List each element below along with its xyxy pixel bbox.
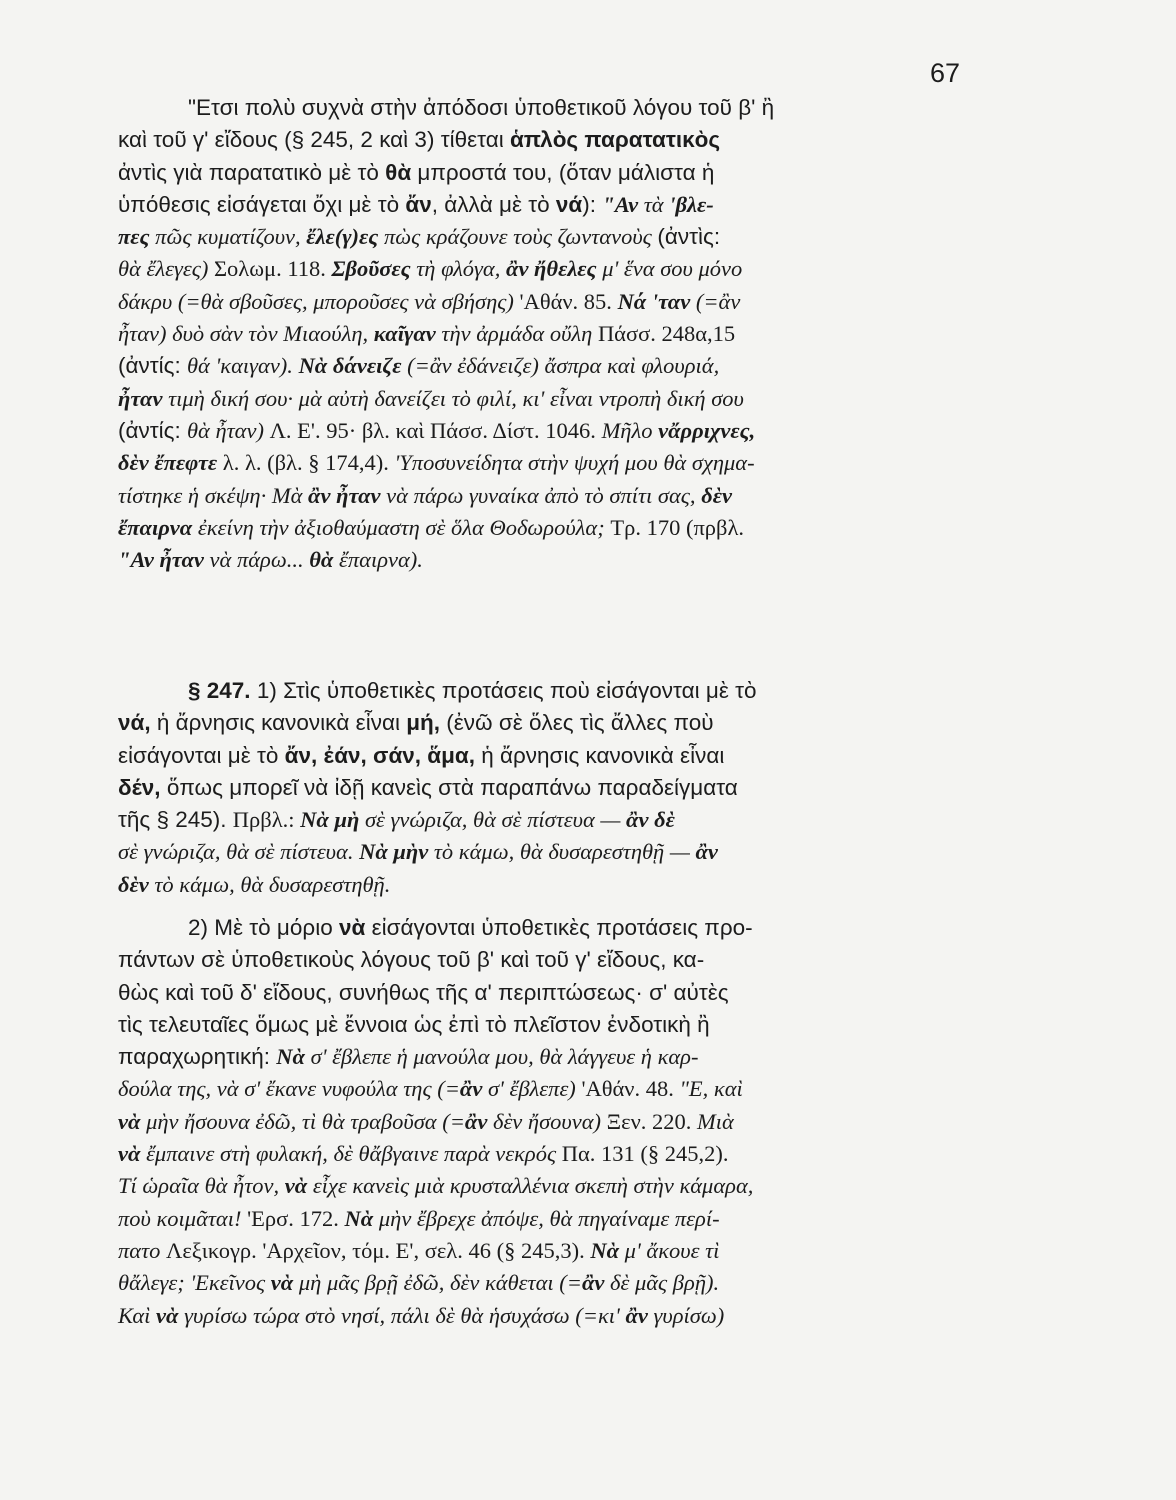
text-run: θὰ <box>385 159 412 185</box>
text-run: τὸ κάμω, θὰ δυσαρεστηθῇ. <box>148 871 391 897</box>
text-run: θὰ ἦταν) <box>186 417 270 443</box>
text-run: Καὶ <box>118 1302 157 1328</box>
text-run: Τρ. 170 (πρβλ. <box>610 514 745 540</box>
text-line <box>118 1203 978 1235</box>
text-run: νά, <box>118 710 151 736</box>
text-run: εἶχε κανεὶς μιὰ κρυσταλλένια σκεπὴ στὴν κάμαρα, <box>307 1173 754 1199</box>
text-run: "Ε, καὶ <box>679 1076 743 1102</box>
text-run: Ξεν. 220. <box>606 1108 698 1134</box>
text-run: Σολωμ. 118. <box>213 256 332 282</box>
text-run: νὰ <box>156 1302 179 1328</box>
text-run: (ἀντίς: <box>118 417 187 443</box>
text-run: θἄλεγε; 'Εκεῖνος <box>118 1270 271 1296</box>
text-line <box>118 675 978 707</box>
paragraph-section-247-1 <box>118 675 978 901</box>
text-line <box>118 447 978 479</box>
text-run: δάκρυ (=θὰ σβοῦσες, μποροῦσες νὰ σβήσης) <box>118 288 520 314</box>
text-line <box>118 1073 978 1105</box>
text-line <box>118 544 978 576</box>
text-run: μὴ μᾶς βρῇ ἐδῶ, δὲν κάθεται (= <box>293 1270 582 1296</box>
text-run: νὰ <box>338 915 366 940</box>
text-run: Λ. Ε'. 95· βλ. καὶ Πάσσ. Δίστ. 1046. <box>269 417 602 443</box>
text-line <box>118 1138 978 1170</box>
text-run: πες <box>118 224 150 250</box>
text-run: Νὰ μὴν <box>359 839 429 865</box>
text-line <box>118 124 978 156</box>
text-run: ὑπόθεσις εἰσάγεται ὄχι μὲ τὸ <box>118 191 406 217</box>
text-line <box>118 977 978 1009</box>
text-run: νὰ <box>118 1141 141 1167</box>
text-run: (=ἂν <box>690 288 741 314</box>
text-run: πάντων σὲ ὑποθετικοὺς λόγους τοῦ β' καὶ τοῦ γ' εἴδους, κα- <box>118 947 705 973</box>
text-run: Πρβλ.: <box>232 807 301 833</box>
text-run: Νὰ <box>276 1044 305 1070</box>
text-run: ἦταν) δυὸ σὰν τὸν Μιαούλη, <box>118 321 374 347</box>
text-run: ἡ ἄρνησις κανονικὰ εἶναι <box>150 710 407 736</box>
text-run: τὶς τελευταῖες ὅμως μὲ ἔννοια ὡς ἐπὶ τὸ πλεῖστον ἐνδοτικὴ ἢ <box>118 1011 710 1037</box>
text-run: σὲ γνώριζα, θὰ σὲ πίστευα — <box>359 807 627 833</box>
text-run: Τί ὡραῖα θὰ ἦτον, <box>118 1173 285 1199</box>
text-run: (ἐνῶ σὲ ὅλες τὶς ἄλλες ποὺ <box>439 710 714 736</box>
text-run: τὴν ἀρμάδα οὔλη <box>435 321 598 347</box>
text-run: μπροστά του, (ὅταν μάλιστα ἡ <box>411 159 715 185</box>
text-run: τιμὴ δική σου· μὰ αὐτὴ δανείζει τὸ φιλί, κι' εἶναι ντροπὴ δική σου <box>162 385 744 411</box>
text-run: ἂν <box>464 1108 488 1134</box>
text-run: νὰ πάρω γυναίκα ἀπὸ τὸ σπίτι σας, <box>380 482 702 508</box>
page-number: 67 <box>930 58 961 88</box>
text-run: ἂν ἦταν <box>308 482 381 508</box>
text-run: νἄρριχνες, <box>658 417 756 443</box>
text-run: § 247. <box>188 678 251 703</box>
text-run: λ. λ. (βλ. § 174,4). <box>217 450 395 476</box>
text-run: (ἀντὶς: <box>657 224 721 250</box>
text-run: θὰ ἔλεγες) <box>118 256 214 282</box>
text-run: ἂν <box>581 1270 605 1296</box>
text-run: Λεξικογρ. 'Αρχεῖον, τόμ. Ε', σελ. 46 (§ 245,3). <box>166 1237 591 1263</box>
text-line <box>118 1041 978 1073</box>
text-run: τὴ φλόγα, <box>410 256 506 282</box>
text-run: μὴν ἤσουνα ἐδῶ, τὶ θὰ τραβοῦσα (= <box>140 1108 465 1134</box>
text-line <box>118 383 978 415</box>
text-run: Νὰ μὴ <box>300 807 360 833</box>
text-line <box>118 415 978 447</box>
text-line <box>118 480 978 512</box>
text-run: ἔμπαινε στὴ φυλακή, δὲ θἄβγαινε παρὰ νεκρός <box>140 1141 562 1167</box>
text-run: Μιὰ <box>697 1108 734 1134</box>
text-run: ἄν, ἐάν, σάν, ἅμα, <box>284 742 475 768</box>
text-run: ἂν <box>459 1076 483 1102</box>
text-line <box>118 772 978 804</box>
text-run: ἂν <box>695 839 718 865</box>
text-run: ἂν δὲ <box>626 807 675 833</box>
text-run: δὲν <box>701 482 732 508</box>
text-run: ὅπως μπορεῖ νὰ ἰδῇ κανεὶς στὰ παραπάνω παραδείγματα <box>160 774 738 800</box>
text-run: μή, <box>406 710 440 736</box>
text-run: νὰ πάρω... <box>203 547 310 573</box>
text-line <box>118 92 978 124</box>
text-line <box>118 1009 978 1041</box>
text-line <box>118 1300 978 1332</box>
text-run: Νά 'ταν <box>617 288 691 314</box>
text-line <box>118 318 978 350</box>
text-run: Νὰ <box>344 1205 374 1231</box>
text-run: σ' ἔβλεπε) <box>482 1076 582 1102</box>
text-run: εἰσάγονται ὑποθετικὲς προτάσεις προ- <box>365 915 753 940</box>
text-run: ἂν ἤθελες <box>506 256 597 282</box>
text-run: τὸ κάμω, θὰ δυσαρεστηθῇ — <box>428 839 696 865</box>
text-run: νὰ <box>284 1173 308 1199</box>
text-run: ἦταν <box>118 385 163 411</box>
text-run: δὲν <box>118 871 149 897</box>
text-run: τῆς § 245). <box>118 807 233 833</box>
text-run: 'Αθάν. 48. <box>581 1076 680 1102</box>
text-run: Νὰ <box>590 1237 620 1263</box>
text-run: Μῆλο <box>601 417 659 443</box>
text-run: ἀντὶς γιὰ παρατατικὸ μὲ τὸ <box>118 159 386 185</box>
text-line <box>118 912 978 944</box>
text-line <box>118 804 978 836</box>
text-run: ἔπαιρνα <box>118 514 193 540</box>
text-run: εἰσάγονται μὲ τὸ <box>118 742 285 768</box>
text-line <box>118 1106 978 1138</box>
text-run: (ἀντίς: <box>118 353 187 379</box>
text-run: νὰ <box>118 1108 141 1134</box>
text-run: δὲν ἔπεφτε <box>118 450 218 476</box>
text-line <box>118 221 978 253</box>
text-line <box>118 944 978 976</box>
text-line <box>118 512 978 544</box>
text-run: πὼς κράζουνε τοὺς ζωντανοὺς <box>378 224 658 250</box>
text-run: Πα. 131 (§ 245,2). <box>561 1141 729 1167</box>
text-run: μ' ἄκουε τὶ <box>619 1237 720 1263</box>
paragraph-section-247-2 <box>118 912 978 1332</box>
text-run: ἁπλὸς παρατατικὸς <box>509 127 721 153</box>
text-run: σὲ γνώριζα, θὰ σὲ πίστευα. <box>118 839 360 865</box>
text-run: 'βλε- <box>669 191 714 217</box>
text-run: (=ἂν ἐδάνειζε) ἄσπρα καὶ φλουριά, <box>401 353 720 379</box>
text-run: νὰ <box>270 1270 294 1296</box>
text-line <box>118 253 978 285</box>
text-run: τίστηκε ἡ σκέψη· Μὰ <box>118 482 309 508</box>
text-run: 2) Μὲ τὸ μόριο <box>188 915 339 940</box>
text-run: δὲν ἤσουνα) <box>487 1108 607 1134</box>
text-run: ἂν <box>625 1302 648 1328</box>
text-line <box>118 350 978 382</box>
text-run: ἄν <box>405 191 432 217</box>
text-run: μ' ἕνα σου μόνο <box>596 256 743 282</box>
text-line <box>118 869 978 901</box>
text-run: ἔπαιρνα). <box>333 547 423 573</box>
text-run: ποὺ κοιμᾶται! <box>118 1205 248 1231</box>
text-run: σ' ἔβλεπε ἡ μανούλα μου, θὰ λάγγευε ἡ καρ- <box>304 1044 699 1070</box>
text-line <box>118 1267 978 1299</box>
text-run: ): <box>582 191 603 217</box>
paragraph-1 <box>118 92 978 576</box>
text-run: "Ετσι πολὺ συχνὰ στὴν ἀπόδοσι ὑποθετικοῦ λόγου τοῦ β' ἢ <box>188 95 775 120</box>
text-run: θὼς καὶ τοῦ δ' εἴδους, συνήθως τῆς α' περιπτώσεως· σ' αὐτὲς <box>118 979 729 1005</box>
text-run: γυρίσω) <box>647 1302 725 1328</box>
text-run: δέν, <box>118 774 161 800</box>
text-run: πατο <box>118 1237 167 1263</box>
text-run: θὰ <box>309 547 334 573</box>
text-run: 'Αθάν. 85. <box>519 288 618 314</box>
text-run: 'Ερσ. 172. <box>247 1205 345 1231</box>
text-run: "Αν <box>602 191 639 217</box>
text-run: Σβοῦσες <box>331 256 411 282</box>
text-run: καῖγαν <box>373 321 436 347</box>
text-run: καὶ τοῦ γ' εἴδους (§ 245, 2 καὶ 3) τίθεται <box>118 127 510 153</box>
text-run: 1) Στὶς ὑποθετικὲς προτάσεις ποὺ εἰσάγονται μὲ τὸ <box>250 678 757 703</box>
text-run: θά 'καιγαν). <box>186 353 299 379</box>
text-run: πῶς κυματίζουν, <box>149 224 307 250</box>
text-line <box>118 1235 978 1267</box>
text-line <box>118 1170 978 1202</box>
text-run: ἐκείνη τὴν ἀξιοθαύμαστη σὲ ὅλα Θοδωρούλα; <box>192 514 611 540</box>
text-run: "Αν ἦταν <box>118 547 204 573</box>
text-run: δούλα της, νὰ σ' ἔκανε νυφούλα της (= <box>118 1076 460 1102</box>
text-line <box>118 836 978 868</box>
text-line <box>118 707 978 739</box>
text-run: μὴν ἔβρεχε ἀπόψε, θὰ πηγαίναμε περί- <box>373 1205 720 1231</box>
text-line <box>118 157 978 189</box>
text-line <box>118 189 978 221</box>
text-run: νά <box>555 191 583 217</box>
text-run: 'Υποσυνείδητα στὴν ψυχή μου θὰ σχημα- <box>394 450 755 476</box>
text-run: παραχωρητική: <box>118 1044 277 1070</box>
text-run: τὰ <box>638 191 670 217</box>
text-run: δὲ μᾶς βρῇ). <box>604 1270 720 1296</box>
text-line <box>118 286 978 318</box>
text-run: Πάσσ. 248α,15 <box>597 321 736 347</box>
text-run: Νὰ δάνειζε <box>298 353 402 379</box>
text-line <box>118 740 978 772</box>
text-run: , ἀλλὰ μὲ τὸ <box>431 191 556 217</box>
text-run: ἡ ἄρνησις κανονικὰ εἶναι <box>474 742 725 768</box>
text-run: γυρίσω τώρα στὸ νησί, πάλι δὲ θὰ ἡσυχάσω (=κι' <box>178 1302 626 1328</box>
text-run: ἔλε(γ)ες <box>306 224 379 250</box>
